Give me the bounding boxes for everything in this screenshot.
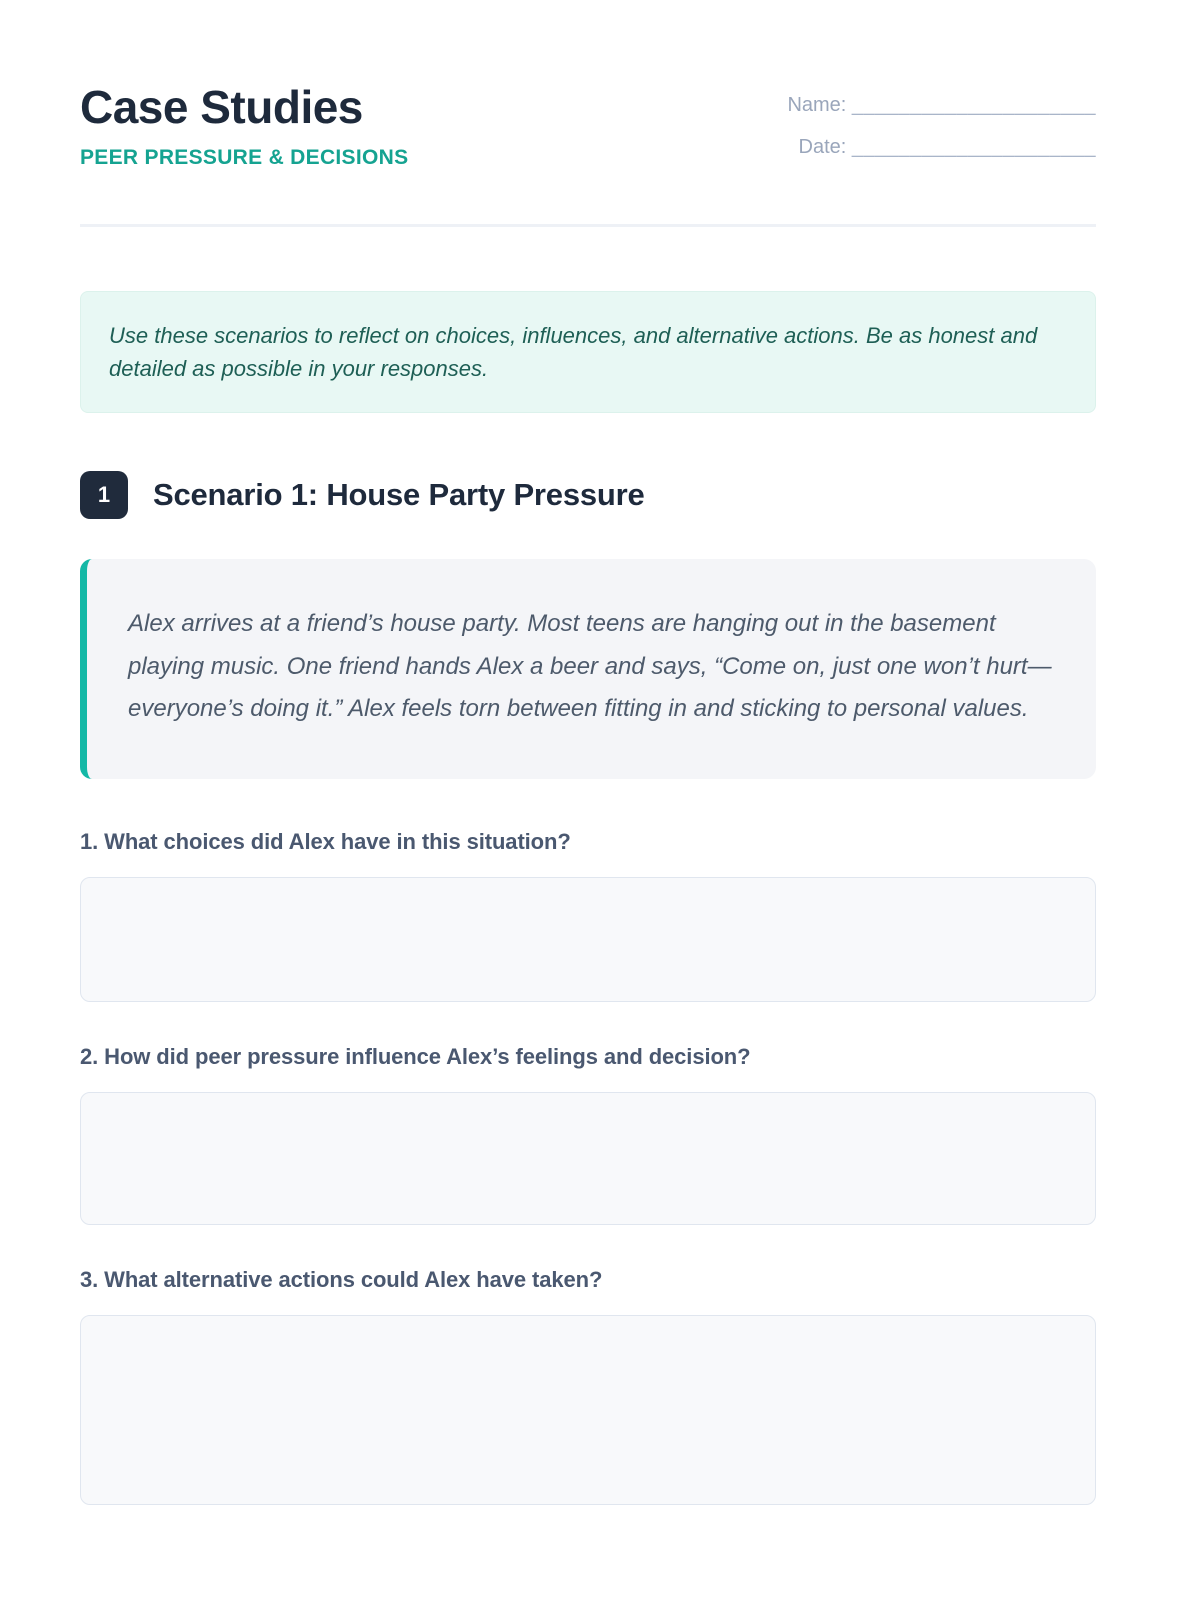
question-3-label: 3. What alternative actions could Alex have taken? (80, 1267, 603, 1293)
title-block (80, 80, 408, 170)
name-label: Name: (787, 94, 847, 116)
question-3-answer-box[interactable] (80, 1315, 1096, 1505)
question-2-label: 2. How did peer pressure influence Alex’s feelings and decision? (80, 1044, 751, 1070)
page-header (80, 80, 1096, 178)
name-date-block (787, 80, 1096, 178)
instructions-callout: Use these scenarios to reflect on choices, influences, and alternative actions. Be as honest and detailed as possible in your responses. (80, 291, 1096, 413)
header-divider (80, 224, 1096, 227)
question-2-answer-box[interactable] (80, 1092, 1096, 1225)
question-1-label: 1. What choices did Alex have in this situation? (80, 829, 571, 855)
name-field-row (787, 94, 1096, 117)
name-blank-line: _____________________ (851, 94, 1096, 116)
question-1-answer-box[interactable] (80, 877, 1096, 1002)
date-field-row (787, 136, 1096, 159)
page-subtitle: PEER PRESSURE & DECISIONS (80, 146, 409, 169)
scenario-description: Alex arrives at a friend’s house party. Most teens are hanging out in the basement playing music. One friend hands Alex a beer and says, “Come on, just one won’t hurt—everyone’s doing it.” Alex feels torn between fitting in and sticking to personal values. (80, 559, 1096, 779)
page-title: Case Studies (80, 81, 363, 133)
scenario-heading-row (80, 471, 1096, 519)
scenario-title: Scenario 1: House Party Pressure (153, 477, 645, 512)
scenario-number-badge: 1 (80, 471, 128, 519)
worksheet-page (80, 0, 1096, 1505)
date-label: Date: (798, 136, 847, 158)
date-blank-line: _____________________ (851, 136, 1096, 158)
